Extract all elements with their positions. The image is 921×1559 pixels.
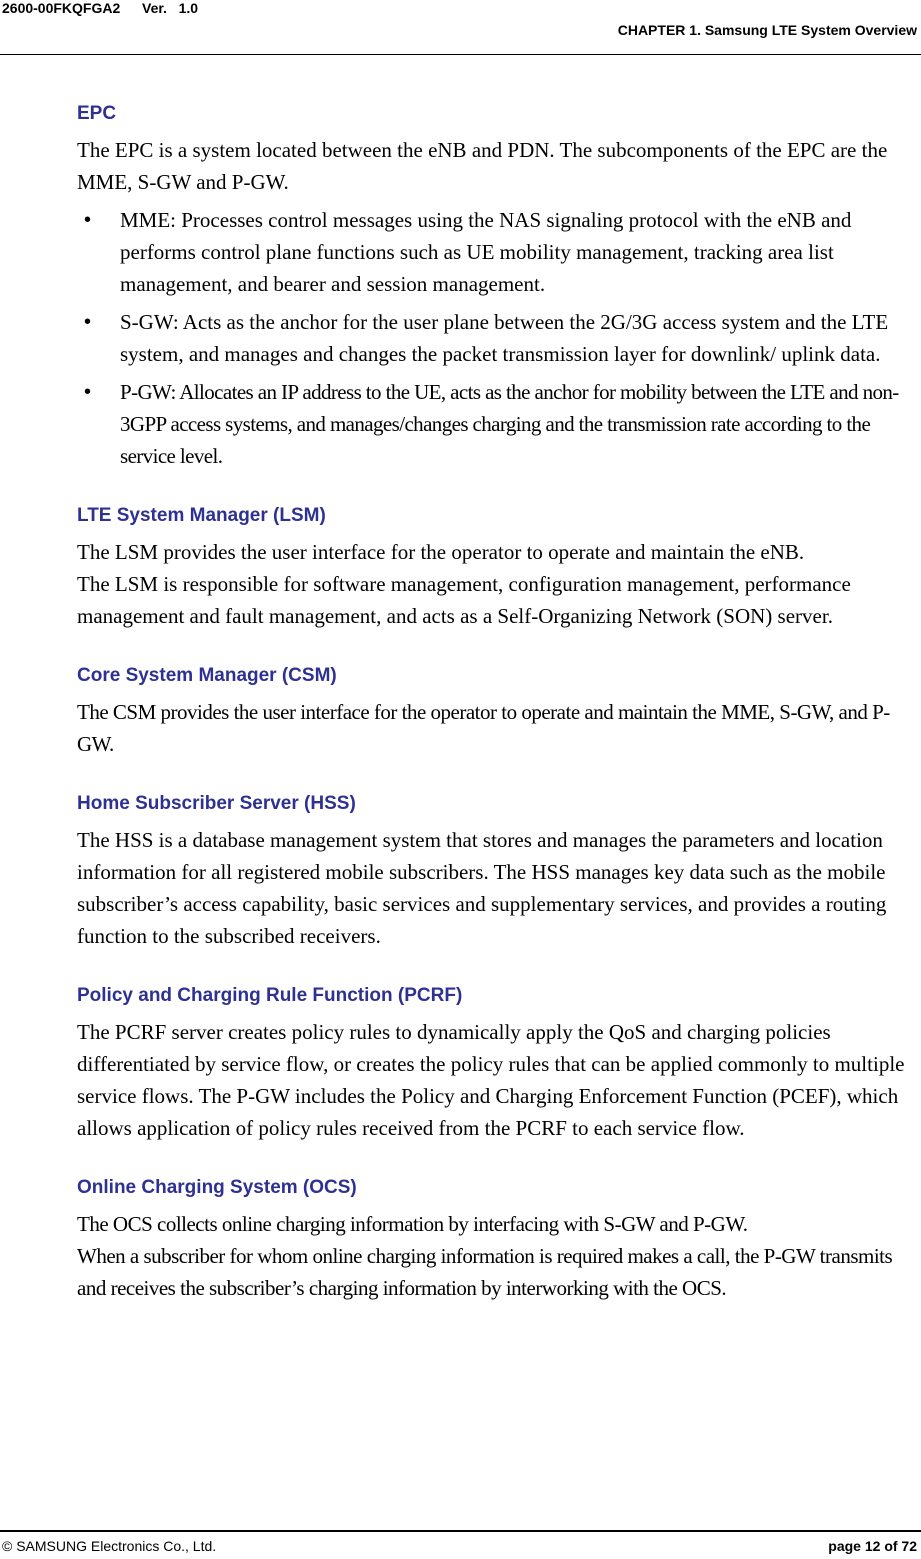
- page-content: [77, 100, 919, 1304]
- list-item: [77, 204, 919, 300]
- section-hss: [77, 790, 919, 952]
- document-id: 2600-00FKQFGA2: [2, 0, 121, 16]
- section-paragraph: When a subscriber for whom online charging information is required makes a call, the P-GW transmits and receives the subscriber’s charging information by interworking with the OCS.: [77, 1244, 893, 1300]
- version-label: Ver. 1.0: [142, 0, 199, 16]
- section-paragraph: The EPC is a system located between the eNB and PDN. The subcomponents of the EPC are the MME, S-GW and P-GW.: [77, 138, 888, 194]
- section-heading: Home Subscriber Server (HSS): [77, 793, 356, 814]
- list-item-text: MME: Processes control messages using the NAS signaling protocol with the eNB and performs control plane functions such as UE mobility management, tracking area list management, and bearer and session management.: [120, 208, 852, 296]
- bullet-icon: •: [84, 209, 92, 231]
- section-heading: Core System Manager (CSM): [77, 665, 337, 686]
- section-paragraph: The LSM provides the user interface for the operator to operate and maintain the eNB.: [77, 540, 805, 564]
- section-heading: Policy and Charging Rule Function (PCRF): [77, 985, 463, 1006]
- bullet-icon: •: [84, 381, 91, 403]
- page-number: page 12 of 72: [828, 1538, 917, 1554]
- section-ocs: [77, 1174, 919, 1304]
- section-paragraph: The OCS collects online charging information by interfacing with S-GW and P-GW.: [77, 1212, 748, 1236]
- section-paragraph: The HSS is a database management system that stores and manages the parameters and location information for all registered mobile subscribers. The HSS manages key data such as the mobile subscriber’s access capability, basic services and supplementary services, and provides a routing function to the subscribed receivers.: [77, 828, 887, 948]
- section-epc: [77, 100, 919, 472]
- bullet-icon: •: [84, 311, 92, 333]
- list-item-text: S-GW: Acts as the anchor for the user plane between the 2G/3G access system and the LTE system, and manages and changes the packet transmission layer for downlink/ uplink data.: [120, 310, 889, 366]
- list-item: [77, 376, 919, 472]
- list-item: [77, 306, 919, 370]
- section-pcrf: [77, 982, 919, 1144]
- section-heading: EPC: [77, 103, 117, 124]
- section-heading: LTE System Manager (LSM): [77, 505, 326, 526]
- section-paragraph: The PCRF server creates policy rules to dynamically apply the QoS and charging policies differentiated by service flow, or creates the policy rules that can be applied commonly to multiple service flows. The P-GW includes the Policy and Charging Enforcement Function (PCEF), which allows application of policy rules received from the PCRF to each service flow.: [77, 1020, 905, 1140]
- page-header: [0, 0, 921, 55]
- footer-copyright: © SAMSUNG Electronics Co., Ltd.: [2, 1538, 217, 1554]
- footer-divider: [0, 1530, 921, 1532]
- section-heading: Online Charging System (OCS): [77, 1177, 357, 1198]
- chapter-title: CHAPTER 1. Samsung LTE System Overview: [617, 22, 917, 38]
- section-lsm: [77, 502, 919, 632]
- list-item-text: P-GW: Allocates an IP address to the UE, acts as the anchor for mobility between the LTE and non-3GPP access systems, and manages/changes charging and the transmission rate according to the service level.: [120, 380, 899, 468]
- section-paragraph: The CSM provides the user interface for the operator to operate and maintain the MME, S-GW, and P-GW.: [77, 700, 890, 756]
- section-csm: [77, 662, 919, 760]
- section-paragraph: The LSM is responsible for software management, configuration management, performance management and fault management, and acts as a Self-Organizing Network (SON) server.: [77, 572, 851, 628]
- bullet-list: [77, 204, 919, 472]
